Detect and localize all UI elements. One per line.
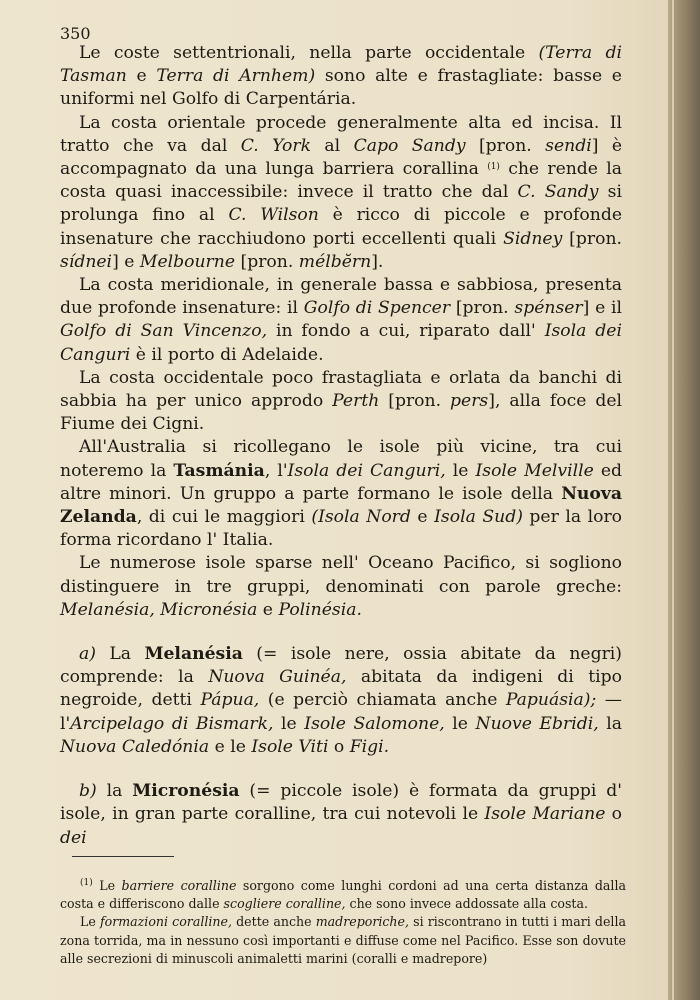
- text-run: ].: [371, 251, 384, 272]
- text-run: dette anche: [232, 914, 316, 930]
- text-run: La costa meridionale, in generale bassa e sabbiosa, presenta due profonde insenature: il: [60, 275, 622, 319]
- text-run: La: [95, 644, 145, 665]
- text-run: abitata da indigeni di tipo negroide, detti: [60, 667, 623, 711]
- italic-text: sendi: [545, 135, 592, 156]
- italic-text: Nuova Guinéa,: [208, 667, 347, 688]
- italic-text: Isole Salomone,: [304, 713, 445, 734]
- italic-text: C. Sandy: [517, 182, 599, 203]
- italic-text: formazioni coralline,: [99, 914, 232, 930]
- text-run: e le: [209, 736, 252, 757]
- text-run: ed altre minori. Un gruppo a parte formano le isole della: [60, 460, 622, 504]
- text-run: e: [410, 507, 435, 528]
- paragraph-nearby-islands: [60, 436, 622, 552]
- italic-text: Terra di Arnhem): [156, 66, 316, 87]
- text-run: ], alla foce del Fiume dei Cigni.: [60, 391, 622, 435]
- text-run: le: [444, 713, 476, 734]
- text-run: , l': [264, 460, 288, 481]
- italic-text: scogliere coralline,: [223, 896, 346, 912]
- italic-text: (Isola Nord: [311, 507, 411, 528]
- text-run: All'Australia si ricollegano le isole più vicine, tra cui noteremo la: [60, 437, 622, 481]
- text-run: Le numerose isole sparse nell' Oceano Pacifico, si sogliono distinguere in tre gruppi, denominati con parole greche:: [60, 553, 622, 597]
- italic-text: Melbourne: [139, 251, 236, 272]
- bold-text: Micronésia: [132, 781, 240, 802]
- text-run: Le: [92, 878, 122, 893]
- footnote-1-continued: [60, 913, 626, 968]
- text-run: le: [273, 713, 305, 734]
- text-run: e: [126, 66, 157, 87]
- italic-text: dei: [60, 827, 87, 848]
- italic-text: Papuásia); —: [505, 690, 622, 711]
- italic-text: Perth: [332, 391, 380, 412]
- italic-text: Golfo di Spencer: [303, 298, 451, 319]
- italic-text: pers: [450, 391, 489, 412]
- footnotes: [60, 877, 626, 968]
- italic-text: sídnei: [60, 251, 113, 272]
- italic-text: Nuova Caledónia: [60, 736, 210, 757]
- text-run: La costa orientale procede generalmente alta ed incisa. Il tratto che va dal: [60, 112, 622, 156]
- text-run: [pron.: [562, 228, 622, 249]
- italic-text: a): [79, 644, 96, 665]
- text-run: in fondo a cui, riparato dall': [267, 321, 545, 342]
- text-run: sorgono come lunghi cordoni ad una certa distanza dalla costa e differiscono dalle: [60, 878, 626, 912]
- italic-text: Isola dei Canguri,: [287, 460, 446, 481]
- text-run: o: [605, 804, 623, 825]
- page-number: 350: [60, 24, 91, 43]
- italic-text: Capo Sandy: [353, 135, 466, 156]
- italic-text: Pápua,: [200, 690, 260, 711]
- italic-text: spénser: [514, 298, 583, 319]
- italic-text: Isola dei Canguri: [60, 321, 622, 365]
- italic-text: Arcipelago di Bismark,: [70, 713, 274, 734]
- bold-text: Nuova Zelanda: [60, 483, 622, 528]
- text-run: per la loro forma ricordano l' Italia.: [60, 507, 623, 551]
- text-run: al: [311, 135, 354, 156]
- text-run: (= piccole isole) è formata da gruppi d' isole, in gran parte coralline, tra cui notevoli le: [60, 781, 623, 825]
- text-run: [pron.: [465, 135, 546, 156]
- text-run: l': [60, 713, 71, 734]
- footnote-ref: (1): [487, 162, 500, 173]
- italic-text: madreporiche,: [315, 914, 410, 930]
- paragraph-micronesia: [60, 780, 622, 850]
- text-run: la: [598, 713, 622, 734]
- italic-text: Isola Sud): [434, 507, 523, 528]
- italic-text: (Terra di Tasman: [60, 43, 622, 87]
- italic-text: Sidney: [503, 228, 563, 249]
- text-run: ] e: [112, 251, 140, 272]
- text-run: ] è accompagnato da una lunga barriera corallina: [60, 135, 623, 180]
- paragraph-pacific-islands: [60, 552, 622, 622]
- italic-text: Figi.: [349, 736, 390, 757]
- italic-text: Isole Mariane: [484, 804, 606, 825]
- footnote-1: [60, 877, 626, 913]
- paragraph-south-coast: [60, 274, 622, 367]
- italic-text: Polinésia.: [278, 599, 362, 620]
- italic-text: barriere coralline: [121, 878, 237, 893]
- text-run: che sono invece addossate alla costa.: [345, 896, 589, 912]
- text-run: ] e il: [582, 298, 623, 319]
- text-run: che rende la costa quasi inaccessibile: invece il tratto che dal: [60, 159, 622, 203]
- italic-text: mélbĕrn: [298, 251, 372, 272]
- paragraph-melanesia: [60, 643, 622, 759]
- italic-text: b): [79, 781, 97, 802]
- paragraph-west-coast: [60, 367, 622, 437]
- text-run: [pron.: [235, 251, 299, 272]
- italic-text: Isole Melville: [475, 460, 594, 481]
- text-run: è ricco di piccole e profonde insenature che racchiudono porti eccellenti quali: [60, 205, 622, 249]
- text-run: (e perciò chiamata anche: [259, 690, 506, 711]
- text-run: [pron.: [379, 391, 451, 412]
- text-run: la: [96, 781, 133, 802]
- footnote-divider: [72, 856, 174, 857]
- italic-text: Golfo di San Vincenzo,: [60, 321, 268, 342]
- footnote-ref: (1): [80, 878, 93, 888]
- italic-text: Melanésia, Micronésia: [60, 599, 258, 620]
- book-gutter: [668, 0, 700, 1000]
- body-text: [60, 42, 622, 850]
- text-run: si riscontrano in tutti i mari della zona torrida, ma in nessuno così importanti e diffuse come nel Pacifico. Esse son dovute alle secrezioni di minuscoli animaletti marini (coralli e madrepore): [60, 914, 626, 966]
- italic-text: C. Wilson: [228, 205, 319, 226]
- text-run: Le coste settentrionali, nella parte occidentale: [79, 43, 539, 63]
- text-run: le: [445, 460, 476, 481]
- text-run: è il porto di Adelaide.: [130, 344, 324, 365]
- text-run: e: [257, 599, 279, 620]
- italic-text: C. York: [240, 135, 311, 156]
- paragraph-east-coast: [60, 112, 622, 274]
- italic-text: Nuove Ebridi,: [475, 713, 599, 734]
- paragraph-north-coast: [60, 42, 622, 112]
- text-run: (= isole nere, ossia abitate da negri) comprende: la: [60, 644, 622, 688]
- text-run: o: [328, 736, 350, 757]
- bold-text: Melanésia: [144, 644, 243, 665]
- text-run: La costa occidentale poco frastagliata e orlata da banchi di sabbia ha per unico approdo: [60, 367, 622, 412]
- text-run: [pron.: [450, 298, 515, 319]
- text-run: si prolunga fino al: [60, 182, 622, 226]
- italic-text: Isole Viti: [251, 736, 329, 757]
- bold-text: Tasmánia: [173, 460, 265, 481]
- text-run: , di cui le maggiori: [136, 507, 312, 528]
- text-run: Le: [80, 914, 100, 930]
- text-run: sono alte e frastagliate: basse e uniformi nel Golfo di Carpentária.: [60, 66, 622, 110]
